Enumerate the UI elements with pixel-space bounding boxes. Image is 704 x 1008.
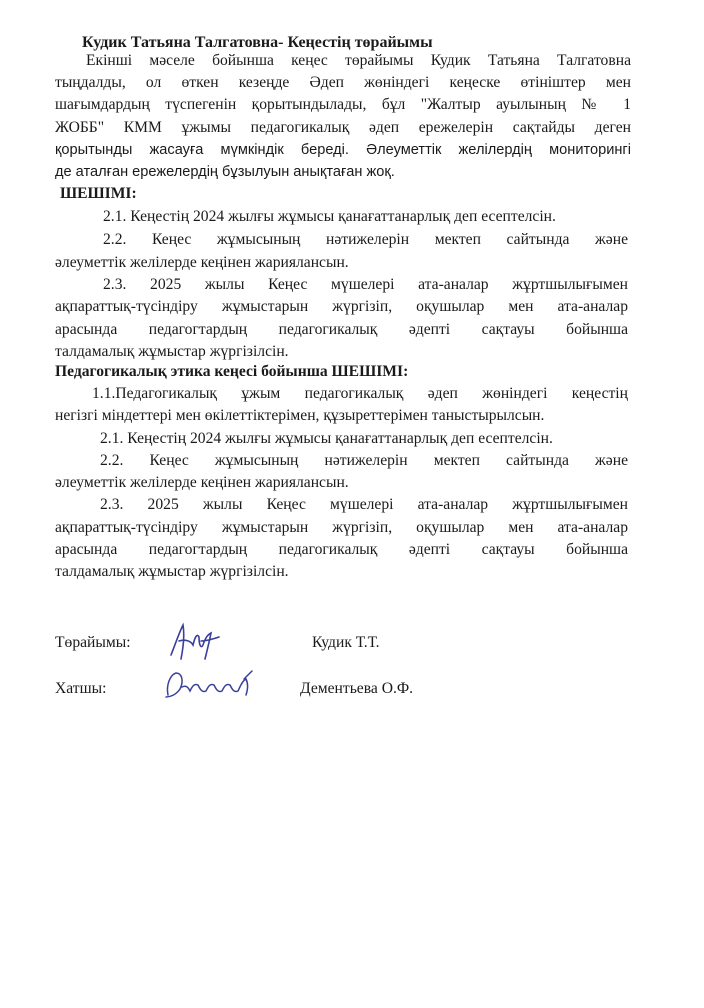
decision-heading: Педагогикалық этика кеңесі бойынша ШЕШІМІ: bbox=[55, 363, 409, 380]
chair-label: Төрайымы: bbox=[55, 634, 131, 651]
secretary-name: Дементьева О.Ф. bbox=[300, 680, 414, 697]
decision-heading: ШЕШІМІ: bbox=[60, 185, 137, 202]
decision-item: 2.3. 2025 жылы Кеңес мүшелері ата-аналар жұртшылығымен bbox=[100, 496, 628, 513]
decision-item: талдамалық жұмыстар жүргізілсін. bbox=[55, 343, 289, 360]
decision-item: негізгі міндеттері мен өкілеттіктерімен, құзыреттерімен таныстырылсын. bbox=[55, 407, 545, 424]
decision-item: арасында педагогтардың педагогикалық әдепті сақтауы бойынша bbox=[55, 321, 628, 338]
document-title: Кудик Татьяна Талгатовна- Кеңестің төрайымы bbox=[82, 34, 433, 51]
decision-item: 1.1.Педагогикалық ұжым педагогикалық әдеп жөніндегі кеңестің bbox=[92, 385, 628, 402]
decision-item: 2.3. 2025 жылы Кеңес мүшелері ата-аналар жұртшылығымен bbox=[103, 276, 628, 293]
paragraph-line: қорытынды жасауға мүмкіндік береді. Әлеуметтік желілердің мониторингі bbox=[55, 142, 631, 158]
decision-item: талдамалық жұмыстар жүргізілсін. bbox=[55, 563, 289, 580]
paragraph-line: де аталған ережелердің бұзылуын анықтаған жоқ. bbox=[55, 164, 395, 180]
decision-item: әлеуметтік желілерде кеңінен жариялансын. bbox=[55, 254, 349, 271]
decision-item: ақпараттық-түсіндіру жұмыстарын жүргізіп, оқушылар мен ата-аналар bbox=[55, 519, 628, 536]
decision-item: арасында педагогтардың педагогикалық әдепті сақтауы бойынша bbox=[55, 541, 628, 558]
decision-item: 2.2. Кеңес жұмысының нәтижелерін мектеп сайтында және bbox=[100, 452, 628, 469]
paragraph-line: шағымдардың түспегенін қорытындылады, бұл "Жалтыр ауылының № 1 bbox=[55, 96, 631, 113]
decision-item: ақпараттық-түсіндіру жұмыстарын жүргізіп, оқушылар мен ата-аналар bbox=[55, 298, 628, 315]
secretary-label: Хатшы: bbox=[55, 680, 107, 697]
paragraph-line: ЖОББ" КММ ұжымы педагогикалық әдеп ережелерін сақтайды деген bbox=[55, 119, 631, 136]
paragraph-line: Екінші мәселе бойынша кеңес төрайымы Кудик Татьяна Талгатовна bbox=[86, 52, 631, 69]
decision-item: 2.2. Кеңес жұмысының нәтижелерін мектеп сайтында және bbox=[103, 231, 628, 248]
decision-item: 2.1. Кеңестің 2024 жылғы жұмысы қанағаттанарлық деп есептелсін. bbox=[103, 208, 556, 225]
paragraph-line: тыңдалды, ол өткен кезеңде Әдеп жөніндегі кеңеске өтініштер мен bbox=[55, 74, 631, 91]
secretary-signature bbox=[160, 665, 265, 705]
decision-item: 2.1. Кеңестің 2024 жылғы жұмысы қанағаттанарлық деп есептелсін. bbox=[100, 430, 553, 447]
decision-item: әлеуметтік желілерде кеңінен жариялансын. bbox=[55, 474, 349, 491]
chair-name: Кудик Т.Т. bbox=[312, 634, 380, 651]
chair-signature bbox=[165, 615, 225, 665]
